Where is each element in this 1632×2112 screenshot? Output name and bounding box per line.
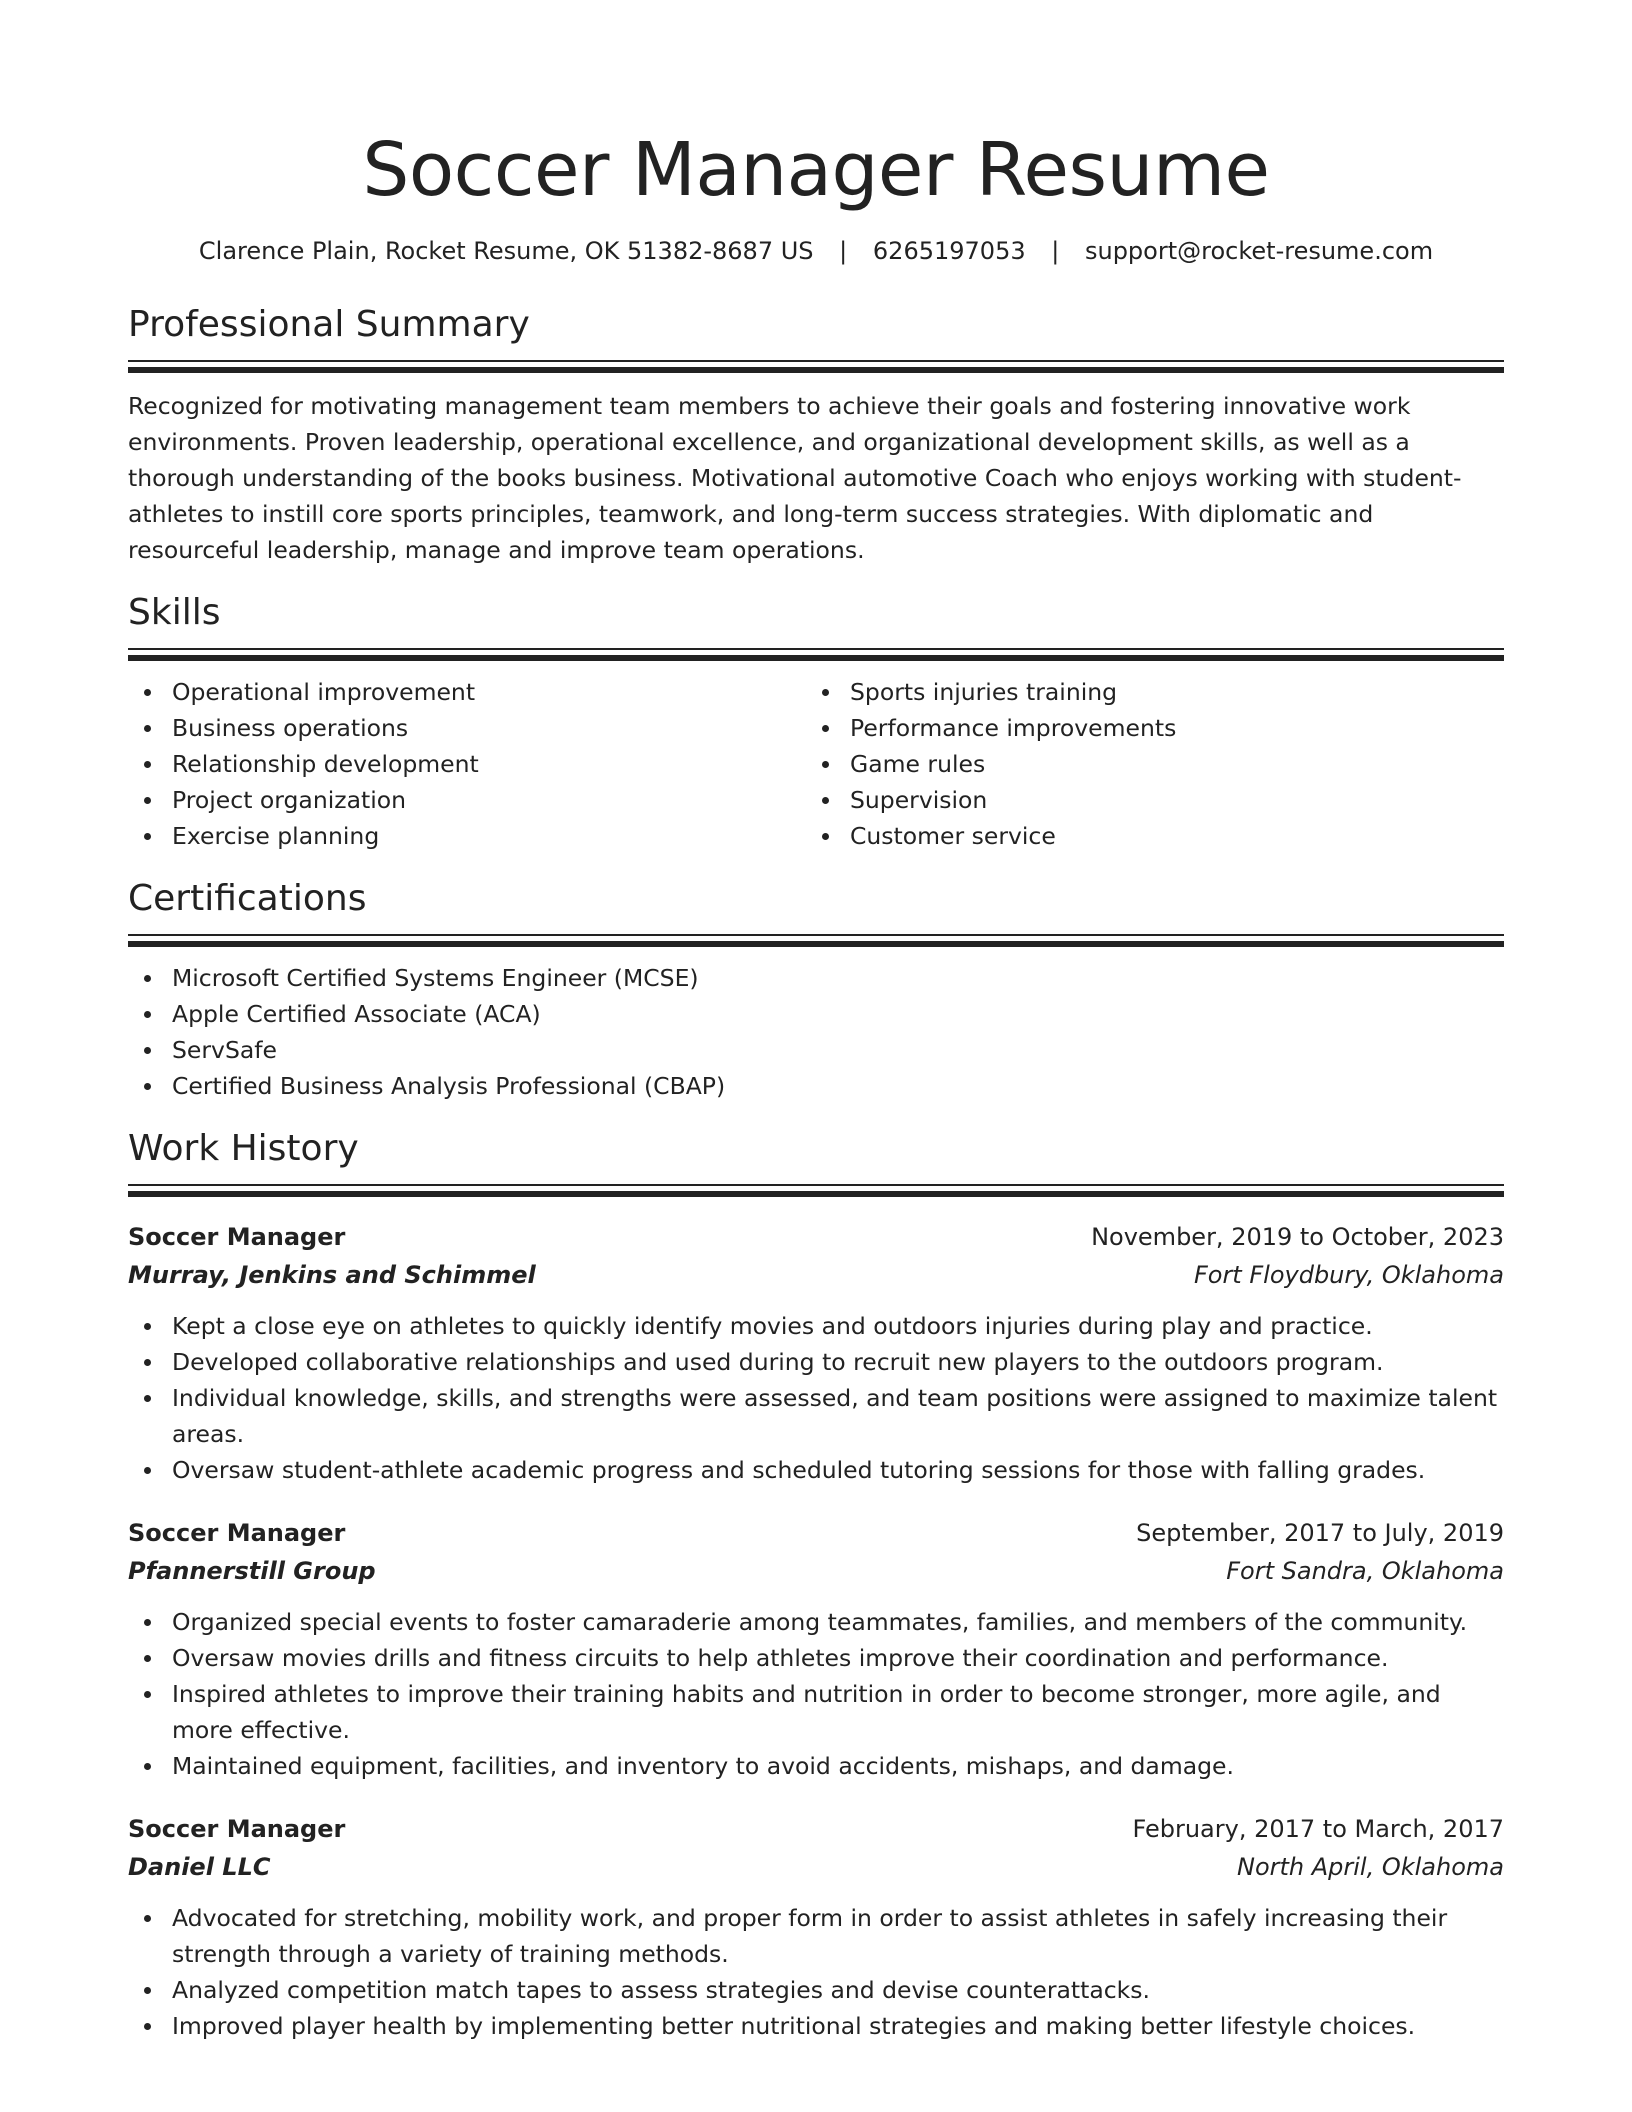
skills-list-left — [128, 674, 806, 854]
job-bullets — [128, 1900, 1504, 2044]
skill-item: Customer service — [850, 818, 1484, 854]
job-bullet: Analyzed competition match tapes to assess strategies and devise counterattacks. — [172, 1972, 1504, 2008]
job-dates: February, 2017 to March, 2017 — [1132, 1815, 1504, 1843]
job-bullet: Advocated for stretching, mobility work, and proper form in order to assist athletes in safely increasing their strength through a variety of training methods. — [172, 1900, 1504, 1972]
section-divider — [128, 934, 1504, 948]
certification-item: Microsoft Certified Systems Engineer (MCSE) — [172, 960, 1504, 996]
job-bullet: Oversaw movies drills and fitness circuits to help athletes improve their coordination and performance. — [172, 1640, 1504, 1676]
resume-page — [128, 0, 1504, 2044]
job-dates: September, 2017 to July, 2019 — [1136, 1519, 1504, 1547]
job-entry — [128, 1514, 1504, 1784]
job-entry — [128, 1810, 1504, 2044]
skills-grid — [128, 674, 1504, 854]
skill-item: Relationship development — [172, 746, 806, 782]
job-bullet: Inspired athletes to improve their training habits and nutrition in order to become stronger, more agile, and more effective. — [172, 1676, 1504, 1748]
summary-section — [128, 302, 1504, 568]
summary-text: Recognized for motivating management team members to achieve their goals and fostering innovative work environments. Proven leadership, operational excellence, and organizational development skills, as well as a thorough understanding of the books business. Motivational automotive Coach who enjoys working with student-athletes to instill core sports principles, teamwork, and long-term success strategies. With diplomatic and resourceful leadership, manage and improve team operations. — [128, 392, 1462, 564]
job-bullet: Organized special events to foster camaraderie among teammates, families, and members of the community. — [172, 1604, 1504, 1640]
contact-separator: | — [839, 237, 848, 265]
certifications-heading: Certifications — [128, 878, 367, 919]
contact-phone: 6265197053 — [872, 237, 1026, 265]
skill-item: Business operations — [172, 710, 806, 746]
skill-item: Exercise planning — [172, 818, 806, 854]
work-history-section — [128, 1126, 1504, 2044]
contact-separator: | — [1051, 237, 1060, 265]
skill-item: Supervision — [850, 782, 1484, 818]
skills-list-right — [806, 674, 1484, 854]
job-bullet: Individual knowledge, skills, and strengths were assessed, and team positions were assigned to maximize talent areas. — [172, 1380, 1504, 1452]
resume-title: Soccer Manager Resume — [362, 127, 1270, 213]
section-divider — [128, 360, 1504, 374]
summary-heading: Professional Summary — [128, 304, 530, 345]
skill-item: Performance improvements — [850, 710, 1484, 746]
job-title: Soccer Manager — [128, 1815, 346, 1843]
job-company: Daniel LLC — [128, 1853, 271, 1881]
skills-heading: Skills — [128, 592, 221, 633]
certifications-list — [128, 960, 1504, 1104]
job-bullet: Maintained equipment, facilities, and inventory to avoid accidents, mishaps, and damage. — [172, 1748, 1504, 1784]
job-location: Fort Sandra, Oklahoma — [1226, 1557, 1504, 1585]
job-dates: November, 2019 to October, 2023 — [1091, 1223, 1504, 1251]
certifications-section — [128, 876, 1504, 1104]
certification-item: ServSafe — [172, 1032, 1504, 1068]
contact-email: support@rocket-resume.com — [1084, 237, 1434, 265]
job-entry — [128, 1218, 1504, 1488]
job-bullets — [128, 1308, 1504, 1488]
certification-item: Certified Business Analysis Professional (CBAP) — [172, 1068, 1504, 1104]
job-title: Soccer Manager — [128, 1519, 346, 1547]
section-divider — [128, 1184, 1504, 1198]
contact-address: Clarence Plain, Rocket Resume, OK 51382-8687 US — [198, 237, 814, 265]
job-company: Murray, Jenkins and Schimmel — [128, 1261, 536, 1289]
contact-line — [128, 234, 1504, 268]
job-bullet: Developed collaborative relationships and used during to recruit new players to the outdoors program. — [172, 1344, 1504, 1380]
job-bullet: Oversaw student-athlete academic progress and scheduled tutoring sessions for those with falling grades. — [172, 1452, 1504, 1488]
skill-item: Sports injuries training — [850, 674, 1484, 710]
job-location: North April, Oklahoma — [1236, 1853, 1504, 1881]
job-bullet: Improved player health by implementing better nutritional strategies and making better lifestyle choices. — [172, 2008, 1504, 2044]
section-divider — [128, 648, 1504, 662]
skills-section — [128, 590, 1504, 854]
job-bullets — [128, 1604, 1504, 1784]
work-history-heading: Work History — [128, 1128, 359, 1169]
certification-item: Apple Certified Associate (ACA) — [172, 996, 1504, 1032]
job-company: Pfannerstill Group — [128, 1557, 376, 1585]
job-location: Fort Floydbury, Oklahoma — [1193, 1261, 1504, 1289]
skill-item: Game rules — [850, 746, 1484, 782]
skill-item: Operational improvement — [172, 674, 806, 710]
job-bullet: Kept a close eye on athletes to quickly identify movies and outdoors injuries during play and practice. — [172, 1308, 1504, 1344]
job-title: Soccer Manager — [128, 1223, 346, 1251]
skill-item: Project organization — [172, 782, 806, 818]
